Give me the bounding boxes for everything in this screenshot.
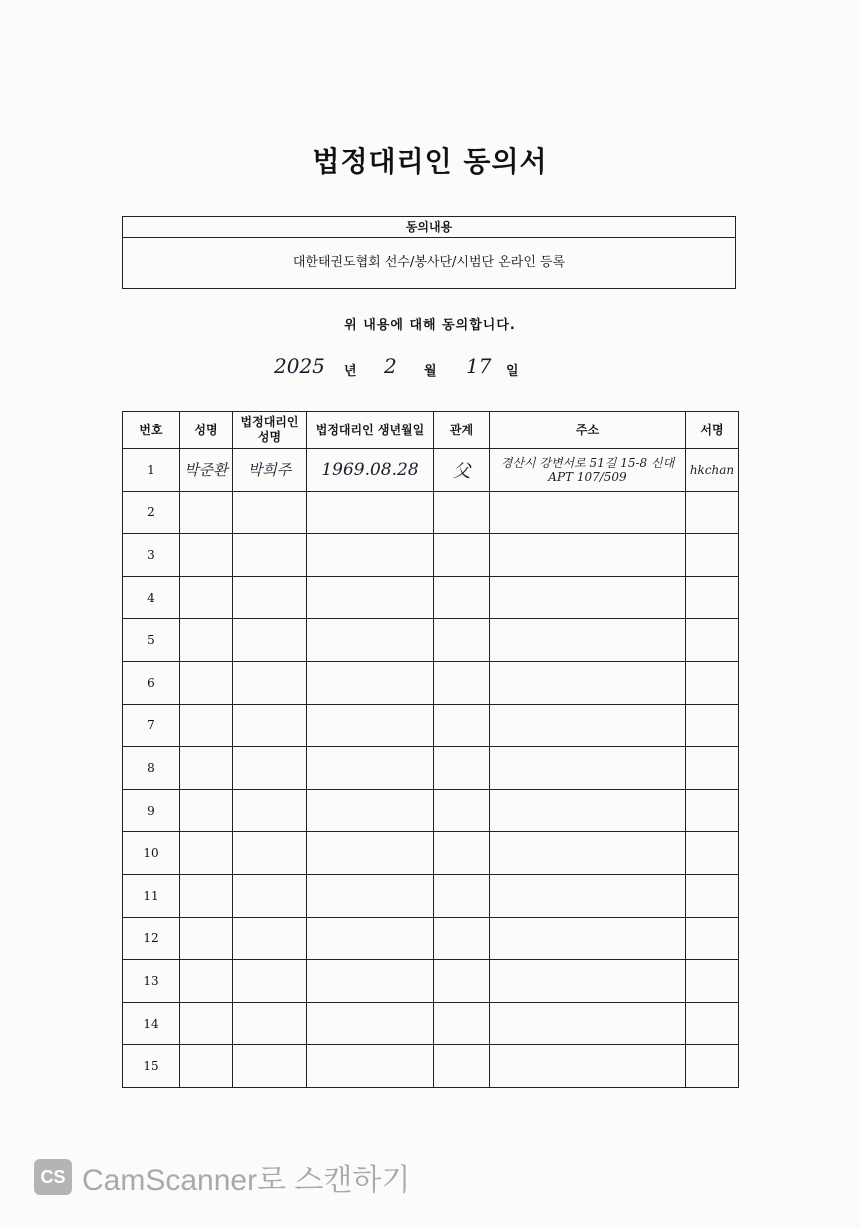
- student-name: [180, 832, 233, 875]
- guardian-birthdate: [307, 1045, 434, 1088]
- address: [490, 832, 686, 875]
- guardian-name: [233, 960, 307, 1003]
- student-name: 박준환: [180, 449, 233, 492]
- student-name: [180, 661, 233, 704]
- signature: [686, 874, 739, 917]
- guardian-birthdate: [307, 619, 434, 662]
- relation: [434, 1002, 490, 1045]
- address: [490, 874, 686, 917]
- guardian-birthdate: 1969.08.28: [307, 449, 434, 492]
- signature: [686, 832, 739, 875]
- guardian-name: 박희주: [233, 449, 307, 492]
- row-number: 9: [123, 789, 180, 832]
- table-row: [123, 1002, 739, 1045]
- guardian-name: [233, 917, 307, 960]
- address: [490, 704, 686, 747]
- signature: [686, 704, 739, 747]
- relation: [434, 917, 490, 960]
- student-name: [180, 747, 233, 790]
- student-name: [180, 619, 233, 662]
- address: [490, 1045, 686, 1088]
- guardian-name: [233, 789, 307, 832]
- table-row: [123, 832, 739, 875]
- header-guardian-birthdate: 법정대리인 생년월일: [307, 412, 434, 449]
- address: [490, 917, 686, 960]
- guardian-name: [233, 1045, 307, 1088]
- address: [490, 960, 686, 1003]
- student-name: [180, 1045, 233, 1088]
- guardian-name: [233, 619, 307, 662]
- table-row: [123, 576, 739, 619]
- document-title: 법정대리인 동의서: [312, 145, 548, 178]
- relation: [434, 1045, 490, 1088]
- row-number: 7: [123, 704, 180, 747]
- row-number: 15: [123, 1045, 180, 1088]
- address: 경산시 강변서로 51길 15-8 신대 APT 107/509: [490, 449, 686, 492]
- guardian-name: [233, 1002, 307, 1045]
- address: [490, 661, 686, 704]
- guardian-birthdate: [307, 704, 434, 747]
- signature: [686, 576, 739, 619]
- consent-header: 동의내용: [123, 217, 735, 238]
- signature: [686, 534, 739, 577]
- signature: [686, 789, 739, 832]
- date-day-unit: 일: [506, 364, 519, 379]
- consent-body: 대한태권도협회 선수/봉사단/시범단 온라인 등록: [292, 255, 566, 270]
- header-number: 번호: [123, 412, 180, 449]
- relation: [434, 491, 490, 534]
- signature: [686, 661, 739, 704]
- watermark-text: CamScanner로 스캔하기: [82, 1164, 411, 1197]
- guardian-name: [233, 491, 307, 534]
- table-header-row: [123, 412, 739, 449]
- address: [490, 534, 686, 577]
- address: [490, 747, 686, 790]
- signature: [686, 1045, 739, 1088]
- student-name: [180, 534, 233, 577]
- header-guardian-name: 법정대리인 성명: [233, 412, 307, 449]
- student-name: [180, 789, 233, 832]
- signature: [686, 491, 739, 534]
- guardian-birthdate: [307, 1002, 434, 1045]
- student-name: [180, 874, 233, 917]
- signature: [686, 1002, 739, 1045]
- guardian-name: [233, 576, 307, 619]
- guardian-birthdate: [307, 747, 434, 790]
- guardian-birthdate: [307, 491, 434, 534]
- guardian-birthdate: [307, 534, 434, 577]
- row-number: 4: [123, 576, 180, 619]
- date-year-unit: 년: [344, 364, 357, 379]
- row-number: 2: [123, 491, 180, 534]
- header-name: 성명: [180, 412, 233, 449]
- relation: [434, 747, 490, 790]
- row-number: 5: [123, 619, 180, 662]
- table-row: [123, 491, 739, 534]
- address: [490, 576, 686, 619]
- row-number: 3: [123, 534, 180, 577]
- guardian-table: [122, 411, 739, 1088]
- row-number: 6: [123, 661, 180, 704]
- row-number: 14: [123, 1002, 180, 1045]
- camscanner-watermark: [34, 1157, 410, 1197]
- row-number: 12: [123, 917, 180, 960]
- address: [490, 789, 686, 832]
- address: [490, 1002, 686, 1045]
- relation: [434, 832, 490, 875]
- date-year: 2025: [274, 354, 325, 378]
- signature: [686, 619, 739, 662]
- camscanner-logo-icon: CS: [34, 1159, 72, 1195]
- relation: [434, 619, 490, 662]
- table-row: [123, 960, 739, 1003]
- guardian-name: [233, 874, 307, 917]
- table-row: [123, 661, 739, 704]
- guardian-birthdate: [307, 789, 434, 832]
- guardian-birthdate: [307, 960, 434, 1003]
- relation: 父: [434, 449, 490, 492]
- relation: [434, 661, 490, 704]
- guardian-birthdate: [307, 576, 434, 619]
- student-name: [180, 1002, 233, 1045]
- table-row: [123, 449, 739, 492]
- guardian-birthdate: [307, 874, 434, 917]
- table-row: [123, 619, 739, 662]
- guardian-birthdate: [307, 917, 434, 960]
- table-row: [123, 747, 739, 790]
- date-month-unit: 월: [424, 364, 437, 379]
- signature: [686, 747, 739, 790]
- header-signature: 서명: [686, 412, 739, 449]
- address: [490, 619, 686, 662]
- guardian-name: [233, 661, 307, 704]
- signature: [686, 917, 739, 960]
- student-name: [180, 917, 233, 960]
- relation: [434, 960, 490, 1003]
- relation: [434, 874, 490, 917]
- table-row: [123, 789, 739, 832]
- guardian-name: [233, 747, 307, 790]
- row-number: 1: [123, 449, 180, 492]
- date-month: 2: [384, 354, 397, 378]
- table-row: [123, 534, 739, 577]
- table-row: [123, 704, 739, 747]
- student-name: [180, 576, 233, 619]
- relation: [434, 789, 490, 832]
- student-name: [180, 960, 233, 1003]
- guardian-birthdate: [307, 661, 434, 704]
- guardian-name: [233, 534, 307, 577]
- guardian-name: [233, 704, 307, 747]
- row-number: 13: [123, 960, 180, 1003]
- relation: [434, 534, 490, 577]
- student-name: [180, 491, 233, 534]
- guardian-birthdate: [307, 832, 434, 875]
- header-relation: 관계: [434, 412, 490, 449]
- relation: [434, 704, 490, 747]
- agree-statement: 위 내용에 대해 동의합니다.: [344, 318, 516, 333]
- table-row: [123, 1045, 739, 1088]
- student-name: [180, 704, 233, 747]
- consent-box: [122, 216, 736, 289]
- table-row: [123, 874, 739, 917]
- header-address: 주소: [490, 412, 686, 449]
- row-number: 11: [123, 874, 180, 917]
- row-number: 8: [123, 747, 180, 790]
- row-number: 10: [123, 832, 180, 875]
- relation: [434, 576, 490, 619]
- guardian-name: [233, 832, 307, 875]
- signature: hkchan: [686, 449, 739, 492]
- signature: [686, 960, 739, 1003]
- date-day: 17: [466, 354, 492, 378]
- address: [490, 491, 686, 534]
- table-row: [123, 917, 739, 960]
